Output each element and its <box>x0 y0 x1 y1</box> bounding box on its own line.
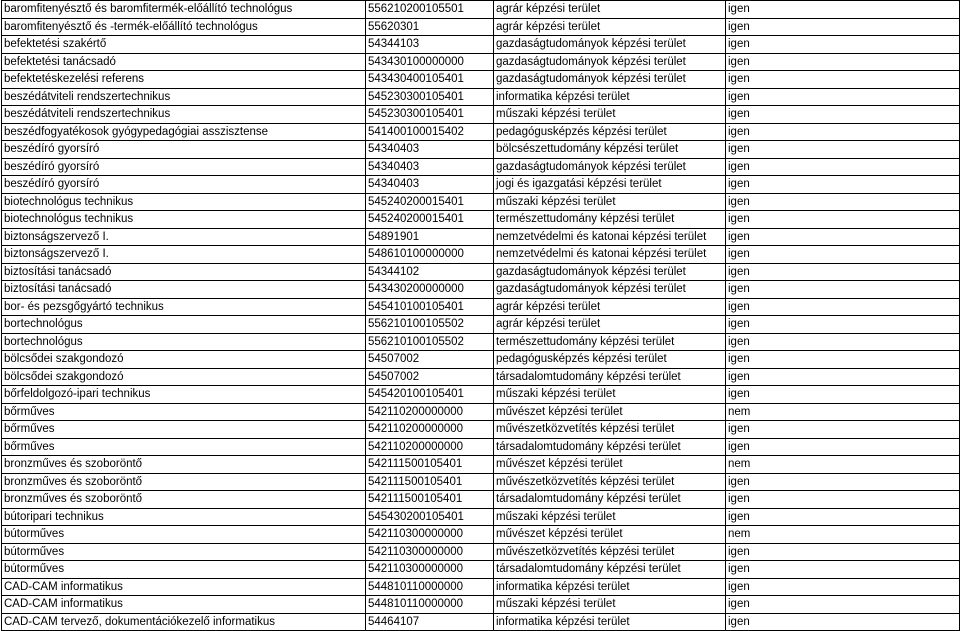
eligibility-cell: igen <box>726 386 960 404</box>
qualification-code-cell: 556210100105502 <box>366 316 494 334</box>
training-area-cell: jogi és igazgatási képzési terület <box>494 176 726 194</box>
qualification-code-cell: 54507002 <box>366 368 494 386</box>
training-area-cell: műszaki képzési terület <box>494 508 726 526</box>
eligibility-cell: igen <box>726 578 960 596</box>
table-row <box>2 298 960 316</box>
qualification-name-cell: bronzműves és szoboröntő <box>2 473 366 491</box>
training-area-cell: nemzetvédelmi és katonai képzési terület <box>494 228 726 246</box>
training-area-cell: társadalomtudomány képzési terület <box>494 368 726 386</box>
eligibility-cell: igen <box>726 491 960 509</box>
qualification-code-cell: 548610100000000 <box>366 246 494 264</box>
eligibility-cell: igen <box>726 1 960 19</box>
training-area-cell: természettudomány képzési terület <box>494 333 726 351</box>
table-row <box>2 123 960 141</box>
table-row <box>2 368 960 386</box>
training-area-cell: pedagógusképzés képzési terület <box>494 351 726 369</box>
table-row <box>2 613 960 631</box>
table-row <box>2 421 960 439</box>
qualification-name-cell: biztosítási tanácsadó <box>2 263 366 281</box>
eligibility-cell: igen <box>726 333 960 351</box>
table-row <box>2 211 960 229</box>
qualification-name-cell: bútorműves <box>2 561 366 579</box>
training-area-cell: műszaki képzési terület <box>494 106 726 124</box>
eligibility-cell: igen <box>726 561 960 579</box>
table-row <box>2 263 960 281</box>
qualification-code-cell: 543430400105401 <box>366 71 494 89</box>
qualification-code-cell: 55620301 <box>366 18 494 36</box>
training-area-cell: bölcsészettudomány képzési terület <box>494 141 726 159</box>
qualification-code-cell: 54340403 <box>366 141 494 159</box>
qualification-name-cell: baromfitenyésztő és baromfitermék-előállító technológus <box>2 1 366 19</box>
qualification-code-cell: 545240200015401 <box>366 193 494 211</box>
qualification-code-cell: 556210200105501 <box>366 1 494 19</box>
table-row <box>2 158 960 176</box>
training-area-cell: gazdaságtudományok képzési terület <box>494 36 726 54</box>
qualification-code-cell: 541400100015402 <box>366 123 494 141</box>
eligibility-cell: nem <box>726 526 960 544</box>
training-area-cell: agrár képzési terület <box>494 18 726 36</box>
table-row <box>2 71 960 89</box>
eligibility-cell: igen <box>726 18 960 36</box>
eligibility-cell: igen <box>726 88 960 106</box>
training-area-cell: gazdaságtudományok képzési terület <box>494 158 726 176</box>
table-row <box>2 176 960 194</box>
table-row <box>2 596 960 614</box>
eligibility-cell: igen <box>726 246 960 264</box>
training-area-cell: informatika képzési terület <box>494 613 726 631</box>
qualification-code-cell: 545230300105401 <box>366 88 494 106</box>
training-area-cell: gazdaságtudományok képzési terület <box>494 263 726 281</box>
qualification-code-cell: 545240200015401 <box>366 211 494 229</box>
qualification-code-cell: 542110300000000 <box>366 561 494 579</box>
qualification-name-cell: bőrfeldolgozó-ipari technikus <box>2 386 366 404</box>
eligibility-cell: igen <box>726 53 960 71</box>
table-row <box>2 526 960 544</box>
training-area-cell: gazdaságtudományok képzési terület <box>494 53 726 71</box>
table-body <box>2 1 960 631</box>
qualification-name-cell: bölcsődei szakgondozó <box>2 368 366 386</box>
qualification-code-cell: 542110300000000 <box>366 543 494 561</box>
eligibility-cell: igen <box>726 211 960 229</box>
eligibility-cell: nem <box>726 403 960 421</box>
table-row <box>2 438 960 456</box>
training-area-cell: társadalomtudomány képzési terület <box>494 491 726 509</box>
qualification-name-cell: bor- és pezsgőgyártó technikus <box>2 298 366 316</box>
table-row <box>2 228 960 246</box>
qualification-code-cell: 54340403 <box>366 158 494 176</box>
training-area-cell: agrár képzési terület <box>494 1 726 19</box>
training-area-cell: műszaki képzési terület <box>494 386 726 404</box>
qualification-code-cell: 542110200000000 <box>366 403 494 421</box>
eligibility-cell: igen <box>726 71 960 89</box>
table-row <box>2 473 960 491</box>
training-area-cell: informatika képzési terület <box>494 578 726 596</box>
eligibility-cell: igen <box>726 123 960 141</box>
table-row <box>2 543 960 561</box>
qualification-name-cell: bőrműves <box>2 403 366 421</box>
table-row <box>2 36 960 54</box>
qualification-code-cell: 544810110000000 <box>366 578 494 596</box>
table-row <box>2 246 960 264</box>
eligibility-cell: igen <box>726 193 960 211</box>
training-area-cell: művészet képzési terület <box>494 403 726 421</box>
table-row <box>2 456 960 474</box>
qualification-name-cell: bútoripari technikus <box>2 508 366 526</box>
table-row <box>2 333 960 351</box>
eligibility-cell: igen <box>726 438 960 456</box>
qualification-name-cell: biotechnológus technikus <box>2 193 366 211</box>
training-area-cell: agrár képzési terület <box>494 298 726 316</box>
training-area-cell: művészet képzési terület <box>494 526 726 544</box>
qualification-code-cell: 545230300105401 <box>366 106 494 124</box>
table-row <box>2 53 960 71</box>
qualification-name-cell: biotechnológus technikus <box>2 211 366 229</box>
qualification-code-cell: 544810110000000 <box>366 596 494 614</box>
eligibility-cell: igen <box>726 613 960 631</box>
qualification-name-cell: beszédíró gyorsíró <box>2 141 366 159</box>
training-area-cell: agrár képzési terület <box>494 316 726 334</box>
qualification-code-cell: 54891901 <box>366 228 494 246</box>
qualification-name-cell: befektetési szakértő <box>2 36 366 54</box>
eligibility-cell: igen <box>726 473 960 491</box>
table-row <box>2 106 960 124</box>
training-area-cell: művészetközvetítés képzési terület <box>494 473 726 491</box>
eligibility-cell: igen <box>726 508 960 526</box>
training-area-cell: művészetközvetítés képzési terület <box>494 543 726 561</box>
qualification-code-cell: 542111500105401 <box>366 473 494 491</box>
qualification-code-cell: 542111500105401 <box>366 456 494 474</box>
qualification-name-cell: befektetési tanácsadó <box>2 53 366 71</box>
eligibility-cell: igen <box>726 596 960 614</box>
training-area-cell: művészet képzési terület <box>494 456 726 474</box>
table-row <box>2 1 960 19</box>
training-area-cell: műszaki képzési terület <box>494 193 726 211</box>
qualification-name-cell: bútorműves <box>2 543 366 561</box>
training-area-cell: művészetközvetítés képzési terület <box>494 421 726 439</box>
qualification-code-cell: 545410100105401 <box>366 298 494 316</box>
table-row <box>2 578 960 596</box>
qualification-code-cell: 54507002 <box>366 351 494 369</box>
table-row <box>2 561 960 579</box>
training-area-cell: természettudomány képzési terület <box>494 211 726 229</box>
table-row <box>2 508 960 526</box>
qualification-name-cell: beszédátviteli rendszertechnikus <box>2 106 366 124</box>
qualification-name-cell: bortechnológus <box>2 333 366 351</box>
qualification-name-cell: beszédátviteli rendszertechnikus <box>2 88 366 106</box>
qualification-name-cell: bőrműves <box>2 438 366 456</box>
qualification-code-cell: 54340403 <box>366 176 494 194</box>
qualification-name-cell: baromfitenyésztő és -termék-előállító technológus <box>2 18 366 36</box>
training-area-cell: gazdaságtudományok képzési terület <box>494 71 726 89</box>
table-row <box>2 316 960 334</box>
table-row <box>2 351 960 369</box>
eligibility-cell: igen <box>726 158 960 176</box>
qualification-code-cell: 542110200000000 <box>366 421 494 439</box>
eligibility-cell: igen <box>726 298 960 316</box>
qualification-code-cell: 542110300000000 <box>366 526 494 544</box>
eligibility-cell: igen <box>726 316 960 334</box>
qualification-name-cell: bronzműves és szoboröntő <box>2 491 366 509</box>
qualification-code-cell: 54344102 <box>366 263 494 281</box>
table-row <box>2 18 960 36</box>
training-area-cell: műszaki képzési terület <box>494 596 726 614</box>
qualification-name-cell: biztonságszervező I. <box>2 246 366 264</box>
eligibility-cell: igen <box>726 351 960 369</box>
qualification-name-cell: bortechnológus <box>2 316 366 334</box>
table-row <box>2 281 960 299</box>
table-row <box>2 88 960 106</box>
table-row <box>2 141 960 159</box>
qualification-name-cell: biztosítási tanácsadó <box>2 281 366 299</box>
qualification-code-cell: 543430100000000 <box>366 53 494 71</box>
qualification-name-cell: beszédíró gyorsíró <box>2 176 366 194</box>
qualification-name-cell: bútorműves <box>2 526 366 544</box>
qualification-code-cell: 543430200000000 <box>366 281 494 299</box>
eligibility-cell: igen <box>726 106 960 124</box>
qualification-code-cell: 545430200105401 <box>366 508 494 526</box>
eligibility-cell: igen <box>726 281 960 299</box>
training-area-cell: társadalomtudomány képzési terület <box>494 561 726 579</box>
qualification-code-cell: 542110200000000 <box>366 438 494 456</box>
qualification-name-cell: CAD-CAM informatikus <box>2 596 366 614</box>
qualification-name-cell: bölcsődei szakgondozó <box>2 351 366 369</box>
eligibility-cell: nem <box>726 456 960 474</box>
qualification-code-cell: 556210100105502 <box>366 333 494 351</box>
eligibility-cell: igen <box>726 228 960 246</box>
qualification-name-cell: biztonságszervező I. <box>2 228 366 246</box>
eligibility-cell: igen <box>726 176 960 194</box>
training-area-cell: informatika képzési terület <box>494 88 726 106</box>
eligibility-cell: igen <box>726 368 960 386</box>
eligibility-cell: igen <box>726 543 960 561</box>
qualification-name-cell: befektetéskezelési referens <box>2 71 366 89</box>
eligibility-cell: igen <box>726 421 960 439</box>
table-row <box>2 403 960 421</box>
qualification-name-cell: beszédfogyatékosok gyógypedagógiai asszisztense <box>2 123 366 141</box>
training-area-cell: társadalomtudomány képzési terület <box>494 438 726 456</box>
eligibility-cell: igen <box>726 263 960 281</box>
table-row <box>2 193 960 211</box>
eligibility-cell: igen <box>726 36 960 54</box>
training-area-cell: nemzetvédelmi és katonai képzési terület <box>494 246 726 264</box>
qualification-name-cell: beszédíró gyorsíró <box>2 158 366 176</box>
training-area-cell: pedagógusképzés képzési terület <box>494 123 726 141</box>
qualification-code-cell: 545420100105401 <box>366 386 494 404</box>
qualification-name-cell: bőrműves <box>2 421 366 439</box>
qualification-table <box>1 0 960 631</box>
qualification-name-cell: CAD-CAM informatikus <box>2 578 366 596</box>
qualification-code-cell: 54344103 <box>366 36 494 54</box>
qualification-name-cell: CAD-CAM tervező, dokumentációkezelő informatikus <box>2 613 366 631</box>
eligibility-cell: igen <box>726 141 960 159</box>
qualification-name-cell: bronzműves és szoboröntő <box>2 456 366 474</box>
table-row <box>2 386 960 404</box>
training-area-cell: gazdaságtudományok képzési terület <box>494 281 726 299</box>
qualification-code-cell: 54464107 <box>366 613 494 631</box>
qualification-code-cell: 542111500105401 <box>366 491 494 509</box>
table-row <box>2 491 960 509</box>
